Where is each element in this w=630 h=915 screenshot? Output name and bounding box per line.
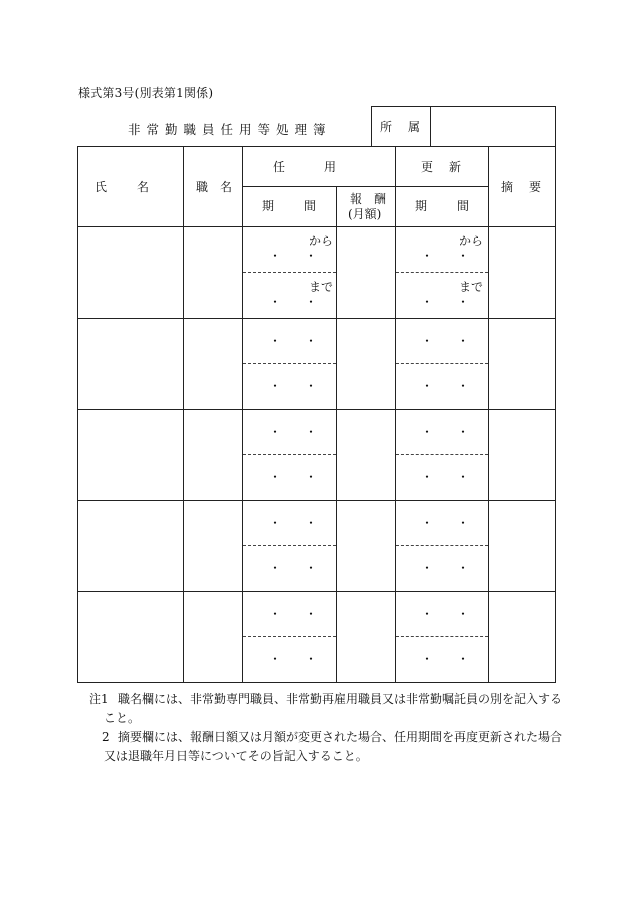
header-period-appointment: 期 間 — [262, 199, 319, 213]
date-dots: ・ ・ — [269, 425, 318, 439]
header-renewal: 更 新 — [421, 160, 464, 174]
header-remarks: 摘 要 — [501, 180, 544, 194]
date-dots: ・ ・ — [421, 470, 470, 484]
form-number: 様式第3号(別表第1関係) — [78, 86, 214, 100]
date-dots: ・ ・ — [421, 295, 470, 309]
from-mark: から — [309, 234, 334, 248]
date-dots: ・ ・ — [269, 470, 318, 484]
header-appointment: 任 用 — [273, 160, 342, 174]
date-dots: ・ ・ — [421, 516, 470, 530]
date-dots: ・ ・ — [269, 652, 318, 666]
date-dots: ・ ・ — [421, 652, 470, 666]
date-dots: ・ ・ — [269, 295, 318, 309]
date-dots: ・ ・ — [269, 561, 318, 575]
header-pay-line1: 報 酬 — [350, 192, 387, 206]
date-dots: ・ ・ — [421, 561, 470, 575]
date-dots: ・ ・ — [421, 334, 470, 348]
date-dots: ・ ・ — [421, 425, 470, 439]
note-2-text-continued: 又は退職年月日等についてその旨記入すること。 — [104, 749, 368, 763]
header-position: 職 名 — [196, 180, 233, 194]
header-name: 氏 名 — [95, 180, 152, 194]
from-mark: から — [459, 234, 484, 248]
header-pay-line2: (月額) — [348, 207, 382, 221]
form-title: 非常勤職員任用等処理簿 — [128, 122, 332, 137]
date-dots: ・ ・ — [269, 516, 318, 530]
date-dots: ・ ・ — [421, 379, 470, 393]
until-mark: まで — [459, 280, 484, 294]
date-dots: ・ ・ — [269, 334, 318, 348]
date-dots: ・ ・ — [421, 607, 470, 621]
affiliation-label: 所 属 — [380, 120, 423, 134]
note-1-text: 職名欄には、非常勤専門職員、非常勤再雇用職員又は非常勤嘱託員の別を記入する — [118, 692, 563, 706]
header-period-renewal: 期 間 — [415, 199, 472, 213]
note-2-number: 2 — [102, 730, 110, 744]
note-1-number: 注1 — [89, 692, 109, 706]
until-mark: まで — [309, 280, 334, 294]
note-1-text-continued: こと。 — [104, 711, 141, 725]
date-dots: ・ ・ — [269, 607, 318, 621]
date-dots: ・ ・ — [269, 249, 318, 263]
date-dots: ・ ・ — [269, 379, 318, 393]
date-dots: ・ ・ — [421, 249, 470, 263]
note-2-text: 摘要欄には、報酬日額又は月額が変更された場合、任用期間を再度更新された場合 — [118, 730, 563, 744]
